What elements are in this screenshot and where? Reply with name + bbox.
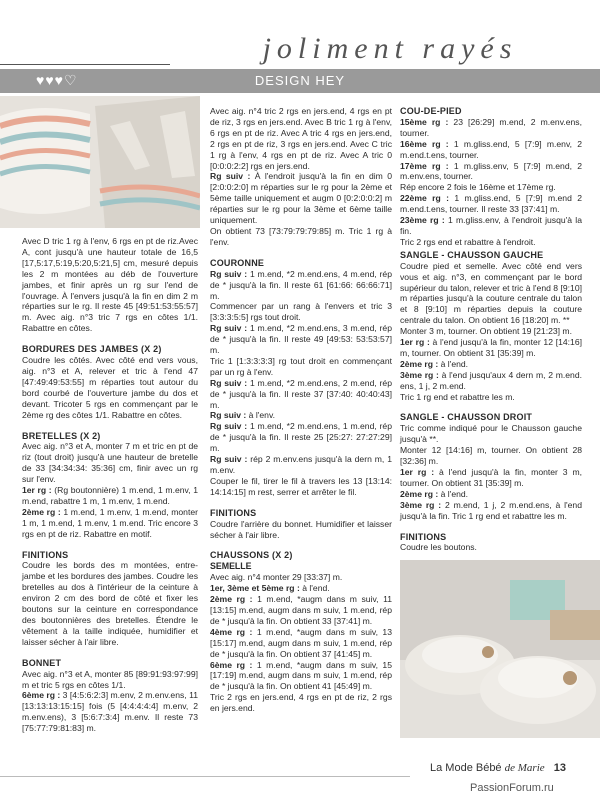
section-banner bbox=[0, 69, 600, 93]
knitted-romper-photo bbox=[0, 96, 200, 228]
body-bordures: Coudre les côtés. Avec côté end vers vous, aig. n°3 et A, relever et tric à l'end 47 [47:49:49:53:55] m réparties tout autour du bord courbé de l'ouverture jambe du dos et devant. Tricoter 5 rgs en commençant par le 2ème rg des côtes 1/1. Rabattre en côtes. bbox=[22, 355, 198, 420]
semelle-row-4: 4ème rg : 1 m.end, *augm dans m suiv, 13 [15:17] m.end, augm dans m suiv, 1 m.end, rép de * jusqu'à la fin. On obtient 37 [41:45] m. bbox=[210, 626, 392, 659]
droit-row-1: 1er rg : à l'end jusqu'à la fin, monter 3 m, tourner. On obtient 31 [35:39] m. bbox=[400, 467, 582, 488]
gauche-text-2: Monter 3 m, tourner. On obtient 19 [21:23] m. bbox=[400, 326, 572, 337]
column-2 bbox=[210, 106, 392, 714]
heading-sangle-droit: SANGLE - CHAUSSON DROIT bbox=[400, 412, 533, 423]
couronne-row-8: Rg suiv : rép 2 m.env.ens jusqu'à la dern m, 1 m.env. bbox=[210, 454, 392, 475]
cdp-repeat: Rép encore 2 fois le 16ème et 17ème rg. bbox=[400, 182, 556, 193]
body-bretelles: Avec aig. n°3 et A, monter 7 m et tric en pt de riz (tout droit) jusqu'à une hauteur de bretelle de 33 [34:34:34: 35:36] cm, finir avec un rg sur l'env. bbox=[22, 441, 198, 485]
body-p2: On obtient 73 [73:79:79:79:85] m. Tric 1 rg à l'env. bbox=[210, 225, 392, 247]
gauche-row-1: 1er rg : à l'end jusqu'à la fin, monter 12 [14:16] m, tourner. On obtient 31 [35:39] m. bbox=[400, 337, 582, 358]
semelle-row-2: 2ème rg : 1 m.end, *augm dans m suiv, 11 [13:15] m.end, augm dans m suiv, 1 m.end, rép de * jusqu'à la fin. On obtient 33 [37:41] m. bbox=[210, 594, 392, 626]
couronne-text-9: Couper le fil, tirer le fil à travers les 13 [13:14: 14:14:15] m rest, serrer et arrêter le fil. bbox=[210, 475, 392, 497]
couronne-row-7: Rg suiv : 1 m.end, *2 m.end.ens, 1 m.end, rép de * jusqu'à la fin. Il reste 25 [25:27: 27:27:29] m. bbox=[210, 421, 392, 454]
cdp-row-17: 17ème rg : 1 m.gliss.env, 5 [7:9] m.end, 2 m.env.ens, tourner. bbox=[400, 160, 583, 182]
title-rule bbox=[0, 64, 170, 65]
couronne-row-3: Rg suiv : 1 m.end, *2 m.end.ens, 3 m.end, rép de * jusqu'à la fin. Il reste 49 [49:53: 53:53:57] m. bbox=[210, 323, 392, 356]
page-title: joliment rayés bbox=[262, 32, 518, 65]
cdp-row-23: 23ème rg : 1 m.gliss.env, à l'endroit jusqu'à la fin. bbox=[400, 215, 582, 236]
title-area bbox=[0, 28, 600, 70]
row-6: 6ème rg : 3 [4:5:6:2:3] m.env, 2 m.env.ens, 11 [13:13:13:15:15] fois (5 [4:4:4:4:4] m.env, 2 m.env.ens), 3 [5:6:7:3:4] m.env. Il reste 73 [75:77:79:81:83] m. bbox=[22, 690, 198, 734]
gauche-row-2: 2ème rg : à l'end. bbox=[400, 358, 469, 369]
heading-finitions-bonnet: FINITIONS bbox=[210, 507, 257, 518]
magazine-name: La Mode Bébé bbox=[430, 762, 502, 774]
semelle-row-6: 6ème rg : 1 m.end, *augm dans m suiv, 15 [17:19] m.end, augm dans m suiv, 1 m.end, rép de * jusqu'à la fin. On obtient 41 [45:49] m. bbox=[210, 659, 392, 692]
body-finitions-bonnet: Coudre l'arrière du bonnet. Humidifier et laisser sécher à l'air libre. bbox=[210, 518, 392, 540]
heading-bordures: BORDURES DES JAMBES (X 2) bbox=[22, 344, 162, 355]
couronne-row-5: Rg suiv : 1 m.end, *2 m.end.ens, 2 m.end, rép de * jusqu'à la fin. Il reste 37 [37:40: 40:40:43] m. bbox=[210, 377, 392, 410]
droit-text-1: Tric comme indiqué pour le Chausson gauche jusqu'à **. bbox=[400, 423, 582, 445]
cdp-row-22: 22ème rg : 1 m.gliss.end, 5 [7:9] m.end 2 m.end.t.ens, tourner. Il reste 33 [37:41] m. bbox=[400, 193, 582, 215]
heading-sangle-gauche: SANGLE - CHAUSSON GAUCHE bbox=[400, 249, 544, 260]
hearts-icon: ♥♥♥♡ bbox=[36, 72, 78, 88]
page-number: 13 bbox=[553, 762, 566, 774]
page-footer bbox=[430, 762, 566, 774]
body-p1: Avec aig. n°4 tric 2 rgs en jers.end, 4 rgs en pt de riz, 3 rgs en jers.end. Avec B tric 1 rg à l'env, 6 rgs en pt de riz. Avec A tric 4 rgs en jers.end, 2 rgs en pt de riz, 3 rgs en jers.end. Avec C tric 1 rg à l'env, 4 rgs en pt de riz. Avec A tric 0 [0:0:0:2:2] rgs en jers.end. bbox=[210, 106, 392, 171]
watermark: PassionForum.ru bbox=[470, 782, 554, 794]
knitted-booties-photo bbox=[400, 560, 600, 738]
droit-text-2: Monter 12 [14:16] m, tourner. On obtient 28 [32:36] m. bbox=[400, 445, 582, 467]
column-3 bbox=[400, 106, 582, 553]
semelle-text-0: Avec aig. n°4 monter 29 [33:37] m. bbox=[210, 572, 343, 583]
column-1 bbox=[22, 236, 198, 734]
gauche-row-3: 3ème rg : à l'end jusqu'aux 4 dern m, 2 m.end. ens, 1 j, 2 m.end. bbox=[400, 369, 582, 391]
magazine-name-suffix: de Marie bbox=[504, 762, 545, 774]
heading-chaussons: CHAUSSONS (X 2) bbox=[210, 550, 293, 561]
body-finitions-chaussons: Coudre les boutons. bbox=[400, 542, 477, 553]
row-1: 1er rg : (Rg boutonnière) 1 m.end, 1 m.env, 1 m.end, rabattre 1 m, 1 m.env, 1 m.end. bbox=[22, 485, 198, 506]
droit-row-3: 3ème rg : 2 m.end, 1 j, 2 m.end.ens, à l'end jusqu'à la fin. Tric 1 rg end et rabattre les m. bbox=[400, 499, 582, 521]
cdp-row-15: 15ème rg : 23 [26:29] m.end, 2 m.env.ens, tourner. bbox=[400, 116, 582, 138]
heading-bonnet: BONNET bbox=[22, 657, 62, 668]
row-2: 2ème rg : 1 m.end, 1 m.env, 1 m.end, monter 1 m, 1 m.end, 1 m.env, 1 m.end. Tric encore 3 rgs en pt de riz. Rabattre en motif. bbox=[22, 506, 198, 539]
section-label: DESIGN HEY bbox=[254, 73, 346, 88]
couronne-text-4: Tric 1 [1:3:3:3:3] rg tout droit en commençant par un rg à l'env. bbox=[210, 355, 392, 377]
cdp-row-16: 16ème rg : 1 m.gliss.end, 5 [7:9] m.env, 2 m.end.t.ens, tourner. bbox=[400, 138, 583, 160]
heading-semelle: SEMELLE bbox=[210, 561, 252, 572]
body-finitions: Coudre les bords des m montées, entre-jambe et les bordures des jambes. Coudre les bretelles au dos à l'intérieur de la ceinture à environ 2 cm des bord de côté et fixer les boutons sur la ceinture en correspondance des boutonnières des bretelles. Étendre le vêtement à la taille indiquée, humidifier et laisser sécher à l'air libre. bbox=[22, 560, 198, 647]
footer-rule bbox=[0, 776, 410, 777]
couronne-text-2: Commencer par un rang à l'envers et tric 3 [3:3:3:5:5] rgs tout droit. bbox=[210, 301, 392, 323]
body-intro: Avec D tric 1 rg à l'env, 6 rgs en pt de riz.Avec A, cont jusqu'à une hauteur totale de 16,5 [17,5:17,5:19,5:20,5:21,5] cm, mesuré depuis les 2 m montées au déb de l'ouverture jambes, et finir après un rg sur l'end de l'ouvrage. À l'envers jusqu'à la fin en dim 2 m réparties sur le rg. Il reste 45 [49:51:53:55:57] m. Avec aig. n°3 tric 7 rgs en côtes 1/1. Rabattre en côtes. bbox=[22, 236, 198, 334]
body-bonnet: Avec aig. n°3 et A, monter 85 [89:91:93:97:99] m et tric 5 rgs en côtes 1/1. bbox=[22, 668, 198, 690]
droit-row-2: 2ème rg : à l'end. bbox=[400, 488, 469, 499]
heading-bretelles: BRETELLES (X 2) bbox=[22, 430, 101, 441]
gauche-text-6: Tric 1 rg end et rabattre les m. bbox=[400, 391, 515, 402]
gauche-text-1: Coudre pied et semelle. Avec côté end vers vous et aig. n°3, en commençant par le bord supérieur du talon, relever et tric à l'end 8 [9:10] m réparties jusqu'à la couture centrale du talon et 8 [9:10] m réparties depuis la couture centrale du talon. On obtient 16 [18:20] m. ** bbox=[400, 260, 582, 326]
heading-cou-de-pied: COU-DE-PIED bbox=[400, 106, 462, 116]
heading-finitions-chaussons: FINITIONS bbox=[400, 531, 447, 542]
heading-finitions: FINITIONS bbox=[22, 549, 69, 560]
heading-couronne: COURONNE bbox=[210, 257, 265, 268]
semelle-text-7: Tric 2 rgs en jers.end, 4 rgs en pt de riz, 2 rgs en jers.end. bbox=[210, 692, 392, 714]
couronne-row-1: Rg suiv : 1 m.end, *2 m.end.ens, 4 m.end, rép de * jusqu'à la fin. Il reste 61 [61:66: 66:66:71] m. bbox=[210, 268, 392, 301]
couronne-row-6: Rg suiv : à l'env. bbox=[210, 410, 276, 421]
cdp-end: Tric 2 rgs end et rabattre à l'endroit. bbox=[400, 236, 536, 247]
semelle-row-1: 1er, 3ème et 5ème rg : à l'end. bbox=[210, 583, 330, 594]
row-suiv: Rg suiv : À l'endroit jusqu'à la fin en dim 0 [2:0:0:2:0] m réparties sur le rg pour la 2ème et 5ème taille uniquement et augm 0 [0:2:0:0:2] m réparties sur le rg pour la 3ème et 6ème taille uniquement. bbox=[210, 171, 393, 226]
